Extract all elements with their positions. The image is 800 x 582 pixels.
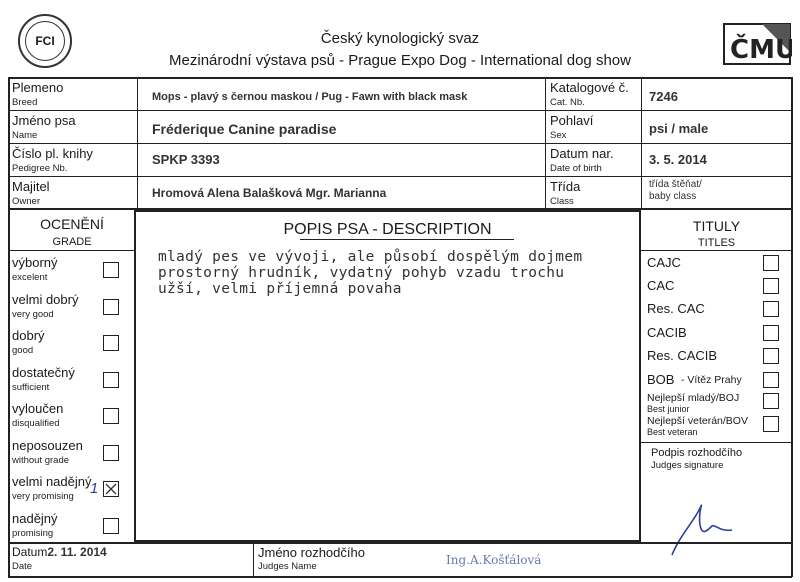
footer-sep bbox=[8, 542, 792, 544]
grade-item-label: velmi nadějný bbox=[12, 474, 92, 489]
title-item-extra: - Vítěz Prahy bbox=[681, 374, 742, 386]
border-top bbox=[8, 77, 792, 79]
grade-title: OCENĚNÍ bbox=[40, 216, 104, 232]
grade-checkbox[interactable] bbox=[103, 299, 119, 315]
show-name: Mezinárodní výstava psů - Prague Expo Dog - International dog show bbox=[169, 52, 631, 69]
grade-item-sub: disqualified bbox=[12, 418, 60, 429]
date-value: 2. 11. 2014 bbox=[47, 545, 107, 559]
row-sep bbox=[8, 143, 792, 144]
grade-checkbox[interactable] bbox=[103, 518, 119, 534]
grade-item-label: výborný bbox=[12, 255, 58, 270]
title-checkbox[interactable] bbox=[763, 416, 779, 432]
title-item-label: CAC bbox=[647, 278, 675, 293]
title-checkbox[interactable] bbox=[763, 278, 779, 294]
title-checkbox[interactable] bbox=[763, 393, 779, 409]
sex-sub: Sex bbox=[550, 130, 567, 141]
date-label-wrap bbox=[12, 545, 107, 559]
title-item-label: Nejlepší mladý/BOJ bbox=[647, 392, 740, 404]
grade-item-sub: very promising bbox=[12, 491, 74, 502]
sex-value: psi / male bbox=[649, 121, 709, 136]
col-sep bbox=[641, 77, 642, 209]
date-sub: Date bbox=[12, 561, 33, 572]
breed-value: Mops - plavý s černou maskou / Pug - Fawn with black mask bbox=[152, 91, 468, 103]
title-checkbox[interactable] bbox=[763, 348, 779, 364]
catalog-value: 7246 bbox=[649, 89, 678, 104]
grade-item-label: dostatečný bbox=[12, 364, 75, 380]
grade-checkbox[interactable] bbox=[103, 445, 119, 461]
grade-item-sub: without grade bbox=[12, 454, 70, 466]
description-line-1: mladý pes ve vývoji, ale působí dospělým dojmem bbox=[158, 249, 583, 265]
grade-item-sub: very good bbox=[12, 308, 54, 320]
pedigree-sub: Pedigree Nb. bbox=[12, 163, 68, 174]
description-line-2: prostorný hrudník, vydatný pohyb vzadu trochu bbox=[158, 265, 565, 281]
description-title: POPIS PSA - DESCRIPTION bbox=[283, 221, 492, 238]
title-checkbox[interactable] bbox=[763, 372, 779, 388]
title-item-label: Res. CACIB bbox=[647, 348, 718, 363]
breed-sub: Breed bbox=[12, 97, 38, 108]
grade-item-label: vyloučen bbox=[12, 401, 64, 416]
dob-sub: Date of birth bbox=[550, 163, 602, 174]
cmu-logo-text: ČMU bbox=[730, 35, 792, 65]
grade-checkbox[interactable] bbox=[103, 335, 119, 351]
title-item-sub: Best veteran bbox=[647, 427, 698, 437]
title-checkbox[interactable] bbox=[763, 301, 779, 317]
title-item-label: Res. CAC bbox=[647, 301, 705, 316]
border-left bbox=[8, 77, 10, 577]
date-label: Datum bbox=[12, 545, 48, 559]
grade-item-label: velmi dobrý bbox=[12, 291, 79, 307]
titles-title: TITULY bbox=[692, 218, 741, 234]
grade-item-sub: sufficient bbox=[12, 381, 50, 393]
breed-label: Plemeno bbox=[12, 80, 64, 95]
signature-sep bbox=[641, 442, 791, 443]
signature-sub: Judges signature bbox=[651, 460, 724, 471]
catalog-label: Katalogové č. bbox=[550, 80, 629, 95]
judge-signature bbox=[660, 480, 760, 565]
grade-checkbox[interactable] bbox=[103, 372, 119, 388]
row-sep bbox=[8, 176, 792, 177]
title-item-label: BOB bbox=[647, 372, 675, 387]
titles-sub: TITLES bbox=[697, 237, 736, 249]
grade-checkbox[interactable] bbox=[103, 481, 119, 497]
description-title-underline bbox=[300, 239, 514, 240]
catalog-sub: Cat. Nb. bbox=[550, 97, 585, 108]
class-sub: Class bbox=[550, 196, 574, 207]
pedigree-value: SPKP 3393 bbox=[152, 152, 220, 167]
grade-checkbox[interactable] bbox=[103, 262, 119, 278]
title-item-label: CAJC bbox=[647, 255, 681, 270]
grade-item-label: dobrý bbox=[12, 328, 45, 343]
grade-checkbox[interactable] bbox=[103, 408, 119, 424]
border-right bbox=[791, 77, 793, 577]
grade-item-sub: excelent bbox=[12, 272, 48, 283]
class-value-line2: baby class bbox=[649, 191, 697, 202]
judge-stamp: Ing.A.Košťálová bbox=[446, 553, 542, 567]
name-sub: Name bbox=[12, 130, 38, 141]
grade-item-label: neposouzen bbox=[12, 437, 83, 453]
grade-sub: GRADE bbox=[52, 236, 92, 248]
org-name: Český kynologický svaz bbox=[320, 30, 480, 47]
description-line-3: užší, velmi příjemná povaha bbox=[158, 281, 402, 297]
owner-sub: Owner bbox=[12, 196, 40, 207]
signature-label: Podpis rozhodčího bbox=[651, 447, 743, 459]
owner-value: Hromová Alena Balašková Mgr. Marianna bbox=[152, 186, 387, 200]
judge-label: Jméno rozhodčího bbox=[258, 545, 365, 560]
class-value-line1: třída štěňat/ bbox=[649, 179, 702, 190]
pedigree-label: Číslo pl. knihy bbox=[12, 146, 93, 161]
grade-item-sub: promising bbox=[12, 527, 54, 539]
title-checkbox[interactable] bbox=[763, 255, 779, 271]
name-value: Fréderique Canine paradise bbox=[152, 121, 337, 137]
col-sep bbox=[545, 77, 546, 209]
grade-handwritten-mark: 1 bbox=[90, 480, 99, 497]
title-item-label: CACIB bbox=[647, 325, 687, 340]
dob-value: 3. 5. 2014 bbox=[649, 152, 707, 167]
sex-label: Pohlaví bbox=[550, 113, 594, 128]
border-bottom bbox=[8, 576, 792, 578]
dob-label: Datum nar. bbox=[550, 146, 614, 161]
title-item-label: Nejlepší veterán/BOV bbox=[647, 415, 748, 427]
fci-logo-text: FCI bbox=[25, 21, 65, 61]
judge-sub: Judges Name bbox=[258, 561, 317, 572]
grade-item-label: nadějný bbox=[12, 510, 58, 526]
title-checkbox[interactable] bbox=[763, 325, 779, 341]
titles-sep bbox=[641, 250, 791, 251]
row-sep bbox=[8, 110, 792, 111]
class-label: Třída bbox=[550, 179, 581, 194]
footer-col-sep bbox=[253, 542, 254, 577]
col-sep bbox=[137, 77, 138, 209]
title-item-sub: Best junior bbox=[647, 404, 690, 414]
grade-sep bbox=[8, 250, 136, 251]
name-label: Jméno psa bbox=[12, 113, 76, 128]
grade-item-sub: good bbox=[12, 345, 34, 356]
check-x-icon bbox=[104, 482, 118, 496]
owner-label: Majitel bbox=[12, 179, 50, 194]
